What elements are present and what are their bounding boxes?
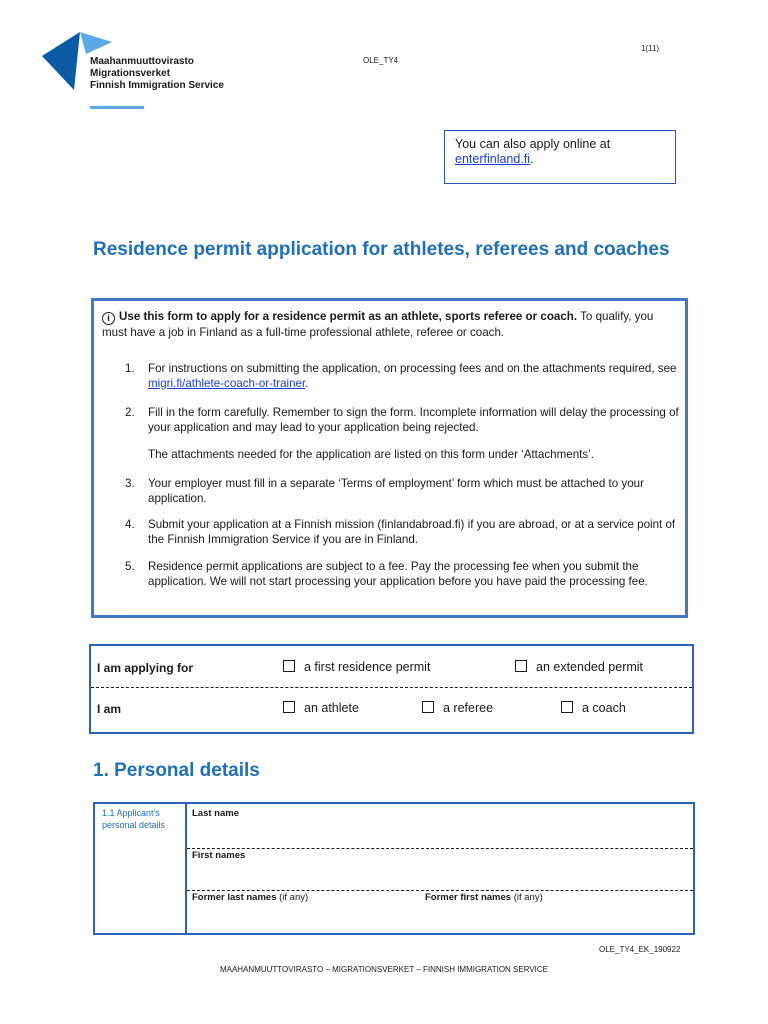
- step-text: For instructions on submitting the application, on processing fees and on the attachments required, see: [148, 362, 677, 375]
- row-divider: [187, 848, 693, 849]
- enterfinland-link[interactable]: enterfinland.fi: [455, 152, 531, 166]
- former-last-names-label: [192, 892, 308, 903]
- step-text: Submit your application at a Finnish mission (finlandabroad.fi) if you are abroad, or at a service point of the Finnish Immigration Service if you are in Finland.: [148, 518, 676, 546]
- if-any-note: (if any): [513, 892, 543, 903]
- extended-permit-checkbox[interactable]: [515, 660, 527, 672]
- step-text: Residence permit applications are subject to a fee. Pay the processing fee when you submit the application. We will not start processing your application before you have paid the processing fee.: [148, 560, 648, 588]
- former-last-names-text: Former last names: [192, 892, 277, 903]
- migri-link[interactable]: migri.fi/athlete-coach-or-trainer: [148, 376, 306, 390]
- apply-online-period: .: [530, 152, 534, 166]
- former-first-names-label: [425, 892, 543, 903]
- form-code: OLE_TY4: [363, 56, 399, 65]
- applying-for-label: I am applying for: [97, 661, 194, 675]
- step-number: 1.: [125, 362, 135, 375]
- footer-agency-text: MAAHANMUUTTOVIRASTO – MIGRATIONSVERKET – FINNISH IMMIGRATION SERVICE: [219, 965, 549, 974]
- step-period: .: [305, 376, 309, 390]
- logo-underline: [90, 106, 144, 109]
- instructions-intro: [102, 309, 677, 340]
- row-divider: [187, 890, 693, 891]
- table-divider: [91, 687, 692, 688]
- i-am-label: I am: [97, 702, 122, 716]
- first-names-input[interactable]: [187, 862, 693, 888]
- first-names-label: First names: [192, 850, 246, 861]
- referee-option[interactable]: [422, 701, 493, 715]
- info-icon: i: [102, 312, 115, 325]
- first-permit-checkbox[interactable]: [283, 660, 295, 672]
- agency-name-swedish: Migrationsverket: [90, 68, 171, 79]
- apply-online-text: You can also apply online at: [455, 137, 611, 151]
- step-number: 3.: [125, 477, 135, 490]
- referee-checkbox[interactable]: [422, 701, 434, 713]
- extended-permit-option[interactable]: [515, 660, 643, 674]
- first-permit-label: a first residence permit: [304, 660, 431, 674]
- step-text: Fill in the form carefully. Remember to sign the form. Incomplete information will delay the processing of your application and may lead to your application being rejected.: [148, 406, 679, 434]
- application-type-table: [89, 644, 694, 734]
- referee-label: a referee: [443, 701, 494, 715]
- agency-name-finnish: Maahanmuuttovirasto: [90, 56, 194, 67]
- applicant-details-label: 1.1 Applicant's personal details: [102, 808, 166, 830]
- last-name-input[interactable]: [187, 820, 693, 846]
- last-name-label: Last name: [192, 808, 239, 819]
- section-1-title: 1. Personal details: [93, 760, 260, 781]
- athlete-checkbox[interactable]: [283, 701, 295, 713]
- coach-checkbox[interactable]: [561, 701, 573, 713]
- coach-option[interactable]: [561, 701, 626, 715]
- step-text: The attachments needed for the application are listed on this form under ‘Attachments’.: [148, 448, 594, 461]
- former-first-names-text: Former first names: [425, 892, 512, 903]
- step-number: 2.: [125, 406, 135, 419]
- athlete-option[interactable]: [283, 701, 359, 715]
- former-first-names-input[interactable]: [421, 904, 693, 930]
- coach-label: a coach: [582, 701, 626, 715]
- intro-bold: Use this form to apply for a residence permit as an athlete, sports referee or coach.: [119, 310, 578, 323]
- former-last-names-input[interactable]: [187, 904, 419, 930]
- first-permit-option[interactable]: [283, 660, 430, 674]
- step-number: 5.: [125, 560, 135, 573]
- step-text: Your employer must fill in a separate ‘Terms of employment’ form which must be attached to your application.: [148, 477, 644, 505]
- agency-name-english: Finnish Immigration Service: [90, 80, 224, 91]
- if-any-note: (if any): [279, 892, 309, 903]
- page-title: Residence permit application for athletes, referees and coaches: [93, 239, 670, 260]
- instructions-box: [91, 298, 688, 618]
- extended-permit-label: an extended permit: [536, 660, 644, 674]
- intro-rest: To qualify, you must have a job in Finland as a full-time professional athlete, referee or coach.: [102, 310, 654, 339]
- page-number: 1(11): [641, 44, 660, 53]
- athlete-label: an athlete: [304, 701, 359, 715]
- step-number: 4.: [125, 518, 135, 531]
- footer-form-code: OLE_TY4_EK_190922: [599, 945, 681, 954]
- personal-details-table: [93, 802, 695, 935]
- apply-online-box: [444, 130, 676, 184]
